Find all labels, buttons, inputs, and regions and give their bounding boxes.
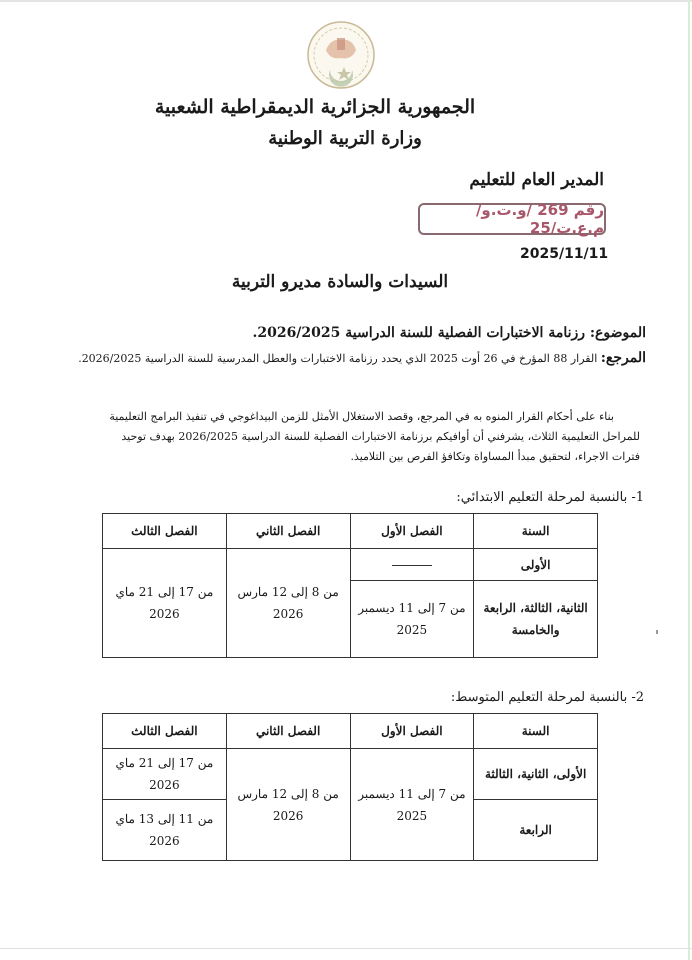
header-term3: الفصل الثالث [103, 514, 227, 549]
no-exam-dash [392, 565, 432, 566]
term1-cell: من 7 إلى 11 ديسمبر 2025 [350, 749, 474, 861]
header-year: السنة [474, 514, 598, 549]
table-header-row [103, 514, 598, 549]
term1-cell: من 7 إلى 11 ديسمبر 2025 [350, 581, 474, 658]
term3-cell: من 11 إلى 13 ماي 2026 [103, 800, 227, 861]
document-date: 2025/11/11 [520, 246, 609, 262]
table-row [103, 749, 598, 800]
subject-label: الموضوع: [589, 325, 646, 341]
subject-text: رزنامة الاختبارات الفصلية للسنة الدراسية 2026/2025. [252, 325, 590, 341]
year-cell: الثانية، الثالثة، الرابعة والخامسة [474, 581, 598, 658]
term2-cell: من 8 إلى 12 مارس 2026 [226, 549, 350, 658]
body-line: فترات الاجراء، لتحقيق مبدأ المساواة وتكافؤ الفرص بين التلاميذ. [350, 450, 640, 463]
primary-schedule-table [102, 513, 598, 658]
body-line: بناء على أحكام القرار المنوه به في المرجع، وقصد الاستغلال الأمثل للزمن البيداغوجي في تنفيذ البرامج التعليمية [109, 410, 614, 423]
reference-number-box [418, 203, 606, 235]
header-term1: الفصل الأول [350, 714, 474, 749]
table-row [103, 549, 598, 581]
republic-heading: الجمهورية الجزائرية الديمقراطية الشعبية [154, 96, 476, 118]
algeria-emblem-icon [306, 20, 376, 90]
middle-schedule-table [102, 713, 598, 861]
header-term2: الفصل الثاني [226, 514, 350, 549]
page-edge-top [0, 0, 692, 2]
ministry-heading: وزارة التربية الوطنية [268, 128, 422, 149]
term3-cell: من 17 إلى 21 ماي 2026 [103, 749, 227, 800]
middle-section-title: 2- بالنسبة لمرحلة التعليم المتوسط: [450, 690, 644, 705]
header-year: السنة [474, 714, 598, 749]
body-paragraph [60, 407, 640, 467]
primary-section-title: 1- بالنسبة لمرحلة التعليم الابتدائي: [456, 490, 644, 505]
header-term2: الفصل الثاني [226, 714, 350, 749]
year-cell: الأولى [474, 549, 598, 581]
addressee: السيدات والسادة مديرو التربية [231, 272, 449, 292]
subject-line [252, 325, 646, 341]
header-term3: الفصل الثالث [103, 714, 227, 749]
year-cell: الرابعة [474, 800, 598, 861]
term3-cell: من 17 إلى 21 ماي 2026 [103, 549, 227, 658]
page-edge-right [688, 0, 690, 960]
year-cell: الأولى، الثانية، الثالثة [474, 749, 598, 800]
body-line: للمراحل التعليمية الثلاث، يشرفني أن أوافيكم برزنامة الاختبارات الفصلية للسنة الدراسية 2026/2025 بهدف توحيد [121, 430, 640, 443]
director-heading: المدير العام للتعليم [469, 170, 604, 190]
reference-label: المرجع: [600, 350, 646, 366]
term2-cell: من 8 إلى 12 مارس 2026 [226, 749, 350, 861]
reference-text: القرار 88 المؤرخ في 26 أوت 2025 الذي يحدد رزنامة الاختبارات والعطل المدرسية للسنة الدراسية 2026/2025. [78, 352, 601, 365]
table-header-row [103, 714, 598, 749]
reference-number: رقم 269 /و.ت.و/ م.ع.ت/25 [475, 201, 604, 237]
reference-line [78, 350, 646, 366]
scan-speck [656, 630, 658, 634]
term1-cell [350, 549, 474, 581]
page-edge-bottom [0, 948, 692, 949]
header-term1: الفصل الأول [350, 514, 474, 549]
